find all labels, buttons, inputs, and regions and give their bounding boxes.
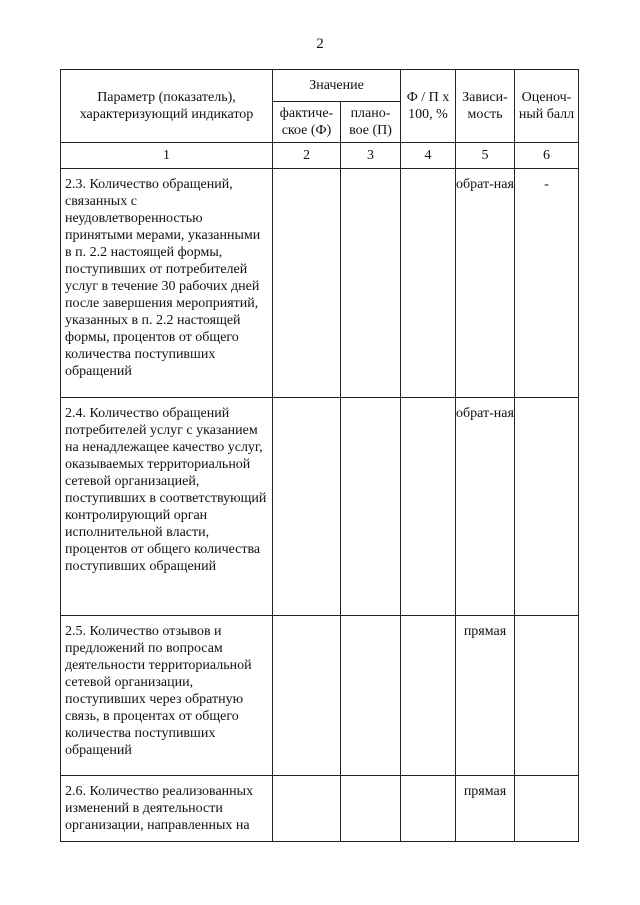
actual-cell [273,616,341,776]
score-cell [515,776,579,842]
planned-cell [341,169,401,398]
indicator-table [60,69,579,842]
header-ratio: Ф / П х 100, % [401,70,456,143]
column-number: 6 [515,143,579,169]
header-planned: плано-вое (П) [341,102,401,143]
table-row [61,169,579,398]
actual-cell [273,398,341,616]
column-number: 1 [61,143,273,169]
column-number: 2 [273,143,341,169]
parameter-cell: 2.6. Количество реализованных изменений в деятельности организации, направленных на [61,776,273,842]
score-cell [515,398,579,616]
dependency-cell: обрат-ная [456,398,515,616]
header-row [61,70,579,102]
column-number: 4 [401,143,456,169]
table-row [61,398,579,616]
header-dependency: Зависи-мость [456,70,515,143]
dependency-cell: прямая [456,776,515,842]
actual-cell [273,776,341,842]
header-score: Оценоч-ный балл [515,70,579,143]
parameter-cell: 2.5. Количество отзывов и предложений по вопросам деятельности территориальной сетевой организации, поступивших через обратную связь, в процентах от общего количества поступивших обращений [61,616,273,776]
header-actual: фактиче-ское (Ф) [273,102,341,143]
planned-cell [341,398,401,616]
score-cell [515,616,579,776]
table-row [61,616,579,776]
ratio-cell [401,169,456,398]
ratio-cell [401,616,456,776]
planned-cell [341,616,401,776]
parameter-cell: 2.3. Количество обращений, связанных с неудовлетворенностью принятыми мерами, указанными в п. 2.2 настоящей формы, поступивших от потребителей услуг в течение 30 рабочих дней после завершения мероприятий, указанных в п. 2.2 настоящей формы, процентов от общего количества поступивших обращений [61,169,273,398]
header-value-group: Значение [273,70,401,102]
dependency-cell: обрат-ная [456,169,515,398]
dependency-cell: прямая [456,616,515,776]
page-number: 2 [316,36,324,52]
table-row [61,776,579,842]
planned-cell [341,776,401,842]
column-number: 5 [456,143,515,169]
header-parameter: Параметр (показатель), характеризующий индикатор [61,70,273,143]
column-number: 3 [341,143,401,169]
parameter-cell: 2.4. Количество обращений потребителей услуг с указанием на ненадлежащее качество услуг, оказываемых территориальной сетевой организацией, поступивших в соответствующий контролирующий орган исполнительной власти, процентов от общего количества поступивших обращений [61,398,273,616]
actual-cell [273,169,341,398]
score-cell: - [515,169,579,398]
column-number-row [61,143,579,169]
ratio-cell [401,398,456,616]
ratio-cell [401,776,456,842]
